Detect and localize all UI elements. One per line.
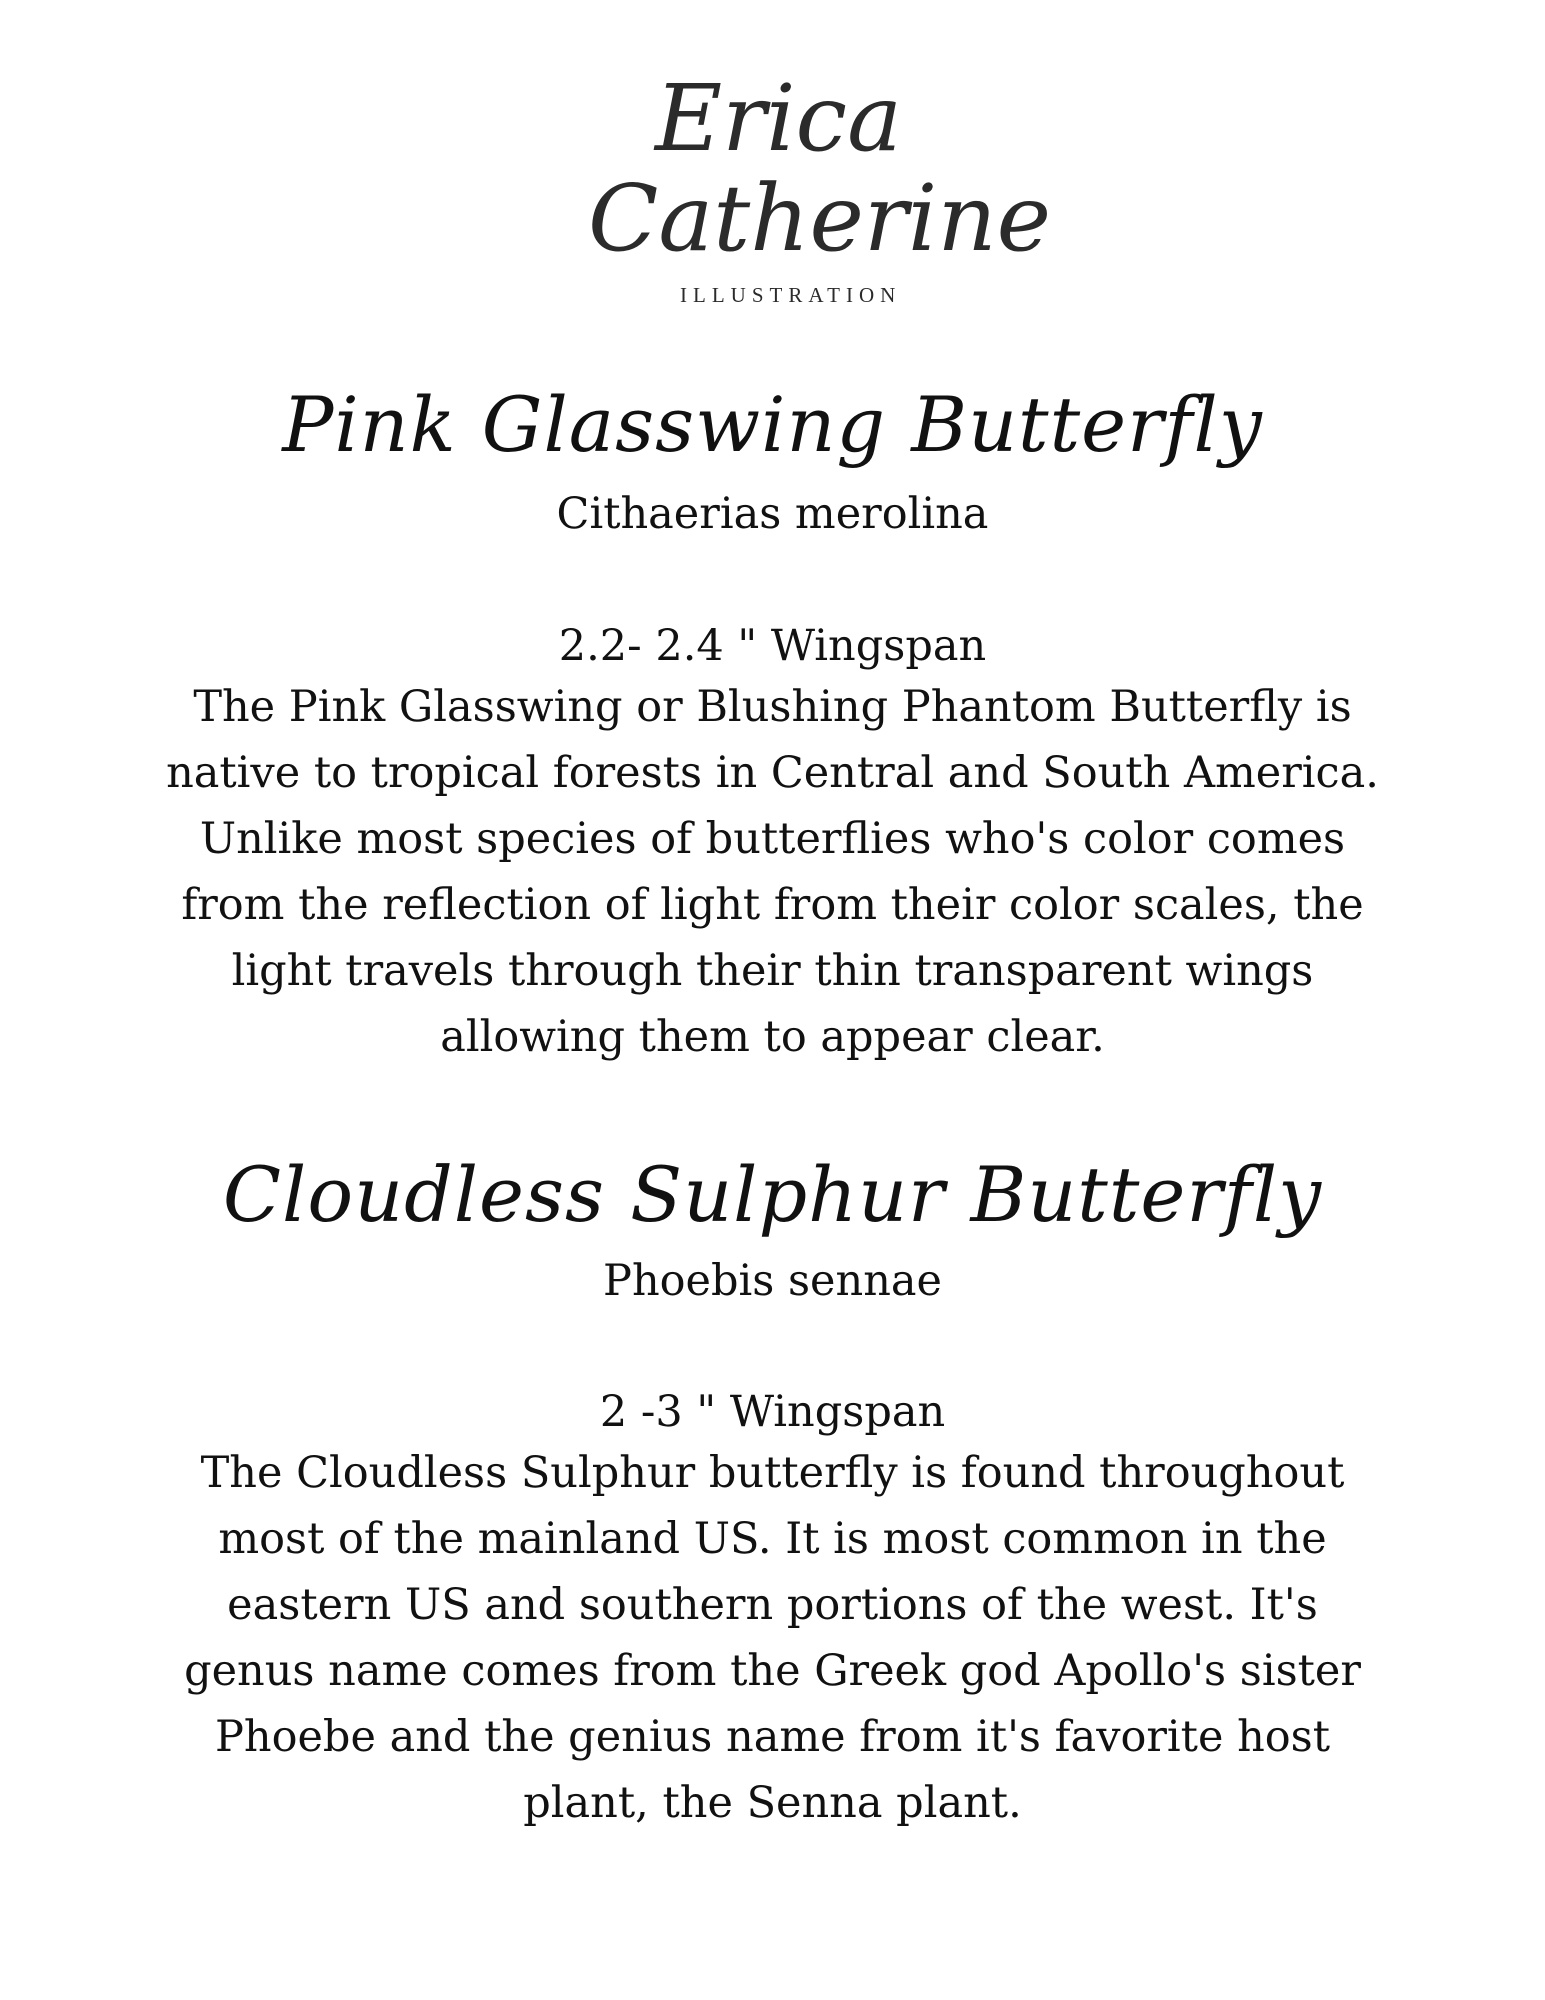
brand-logo — [570, 55, 1052, 315]
section-1-description — [0, 674, 1545, 1070]
section-1-description-line: light travels through their thin transparent wings — [231, 946, 1314, 996]
section-2-description — [0, 1440, 1545, 1836]
section-1-description-line: Unlike most species of butterflies who's color comes — [199, 814, 1346, 864]
section-1-description-line: from the reflection of light from their color scales, the — [181, 880, 1364, 930]
section-1-wingspan: 2.2- 2.4 " Wingspan — [558, 621, 987, 671]
section-2-description-line: eastern US and southern portions of the west. It's — [227, 1580, 1318, 1630]
section-2-description-line: Phoebe and the genius name from it's favorite host — [214, 1712, 1331, 1762]
logo-script-lettering — [570, 55, 1052, 285]
section-2-description-line: genus name comes from the Greek god Apollo's sister — [184, 1646, 1361, 1696]
section-2-description-line: The Cloudless Sulphur butterfly is found throughout — [200, 1448, 1345, 1498]
section-2-wingspan: 2 -3 " Wingspan — [599, 1387, 946, 1437]
section-1-scientific-name: Cithaerias merolina — [556, 489, 989, 539]
section-1-description-line: The Pink Glasswing or Blushing Phantom Butterfly is — [193, 682, 1352, 732]
section-2-description-line: most of the mainland US. It is most common in the — [218, 1514, 1327, 1564]
section-1-description-line: native to tropical forests in Central and South America. — [166, 748, 1379, 798]
section-2-scientific-name: Phoebis sennae — [603, 1256, 942, 1306]
section-2-title: Cloudless Sulphur Butterfly — [222, 1150, 1323, 1239]
section-1-title: Pink Glasswing Butterfly — [282, 380, 1263, 469]
section-1-description-line: allowing them to appear clear. — [440, 1012, 1105, 1062]
logo-line-2: Catherine — [588, 165, 1052, 272]
logo-subtitle: ILLUSTRATION — [680, 283, 902, 307]
section-2-description-line: plant, the Senna plant. — [523, 1778, 1022, 1828]
logo-line-1: Erica — [655, 65, 902, 172]
